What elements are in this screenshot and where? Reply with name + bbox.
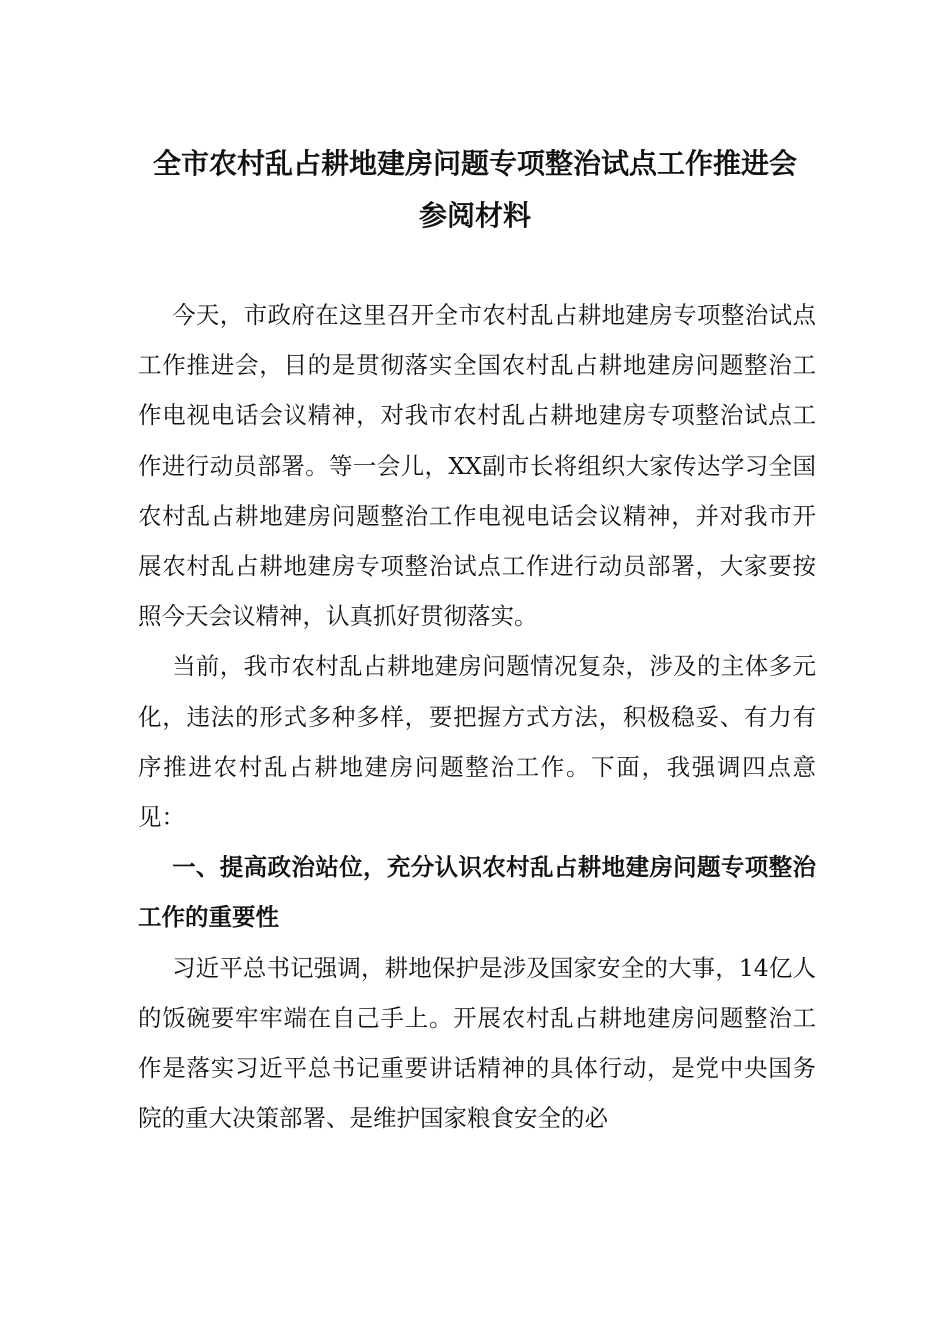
document-title-line2: 参阅材料 — [418, 199, 531, 232]
section-heading: 一、提高政治站位，充分认识农村乱占耕地建房问题专项整治工作的重要性 — [138, 853, 816, 932]
body-paragraph: 习近平总书记强调，耕地保护是涉及国家安全的大事，14亿人的饭碗要牢牢端在自己手上。开展农村乱占耕地建房问题整治工作是落实习近平总书记重要讲话精神的具体行动，是党中央国务院的重大决策部署、是维护国家粮食安全的必 — [138, 953, 816, 1133]
document-title-line1: 全市农村乱占耕地建房问题专项整治试点工作推进会 — [152, 147, 797, 180]
document-body — [138, 290, 816, 1143]
body-paragraph: 当前，我市农村乱占耕地建房问题情况复杂，涉及的主体多元化，违法的形式多种多样，要把握方式方法，积极稳妥、有力有序推进农村乱占耕地建房问题整治工作。下面，我强调四点意见： — [138, 652, 816, 832]
body-paragraph: 今天，市政府在这里召开全市农村乱占耕地建房专项整治试点工作推进会，目的是贯彻落实全国农村乱占耕地建房问题整治工作电视电话会议精神，对我市农村乱占耕地建房专项整治试点工作进行动员部署。等一会儿，XX副市长将组织大家传达学习全国农村乱占耕地建房问题整治工作电视电话会议精神，并对我市开展农村乱占耕地建房专项整治试点工作进行动员部署，大家要按照今天会议精神，认真抓好贯彻落实。 — [138, 301, 816, 631]
